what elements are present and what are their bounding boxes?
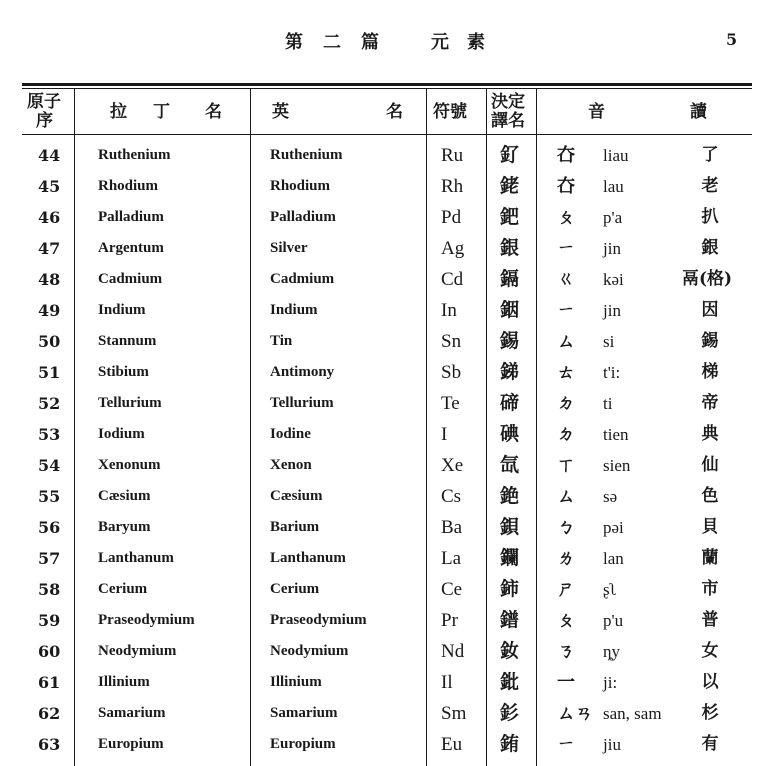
header-pronunciation <box>588 103 605 122</box>
table-top-rule <box>22 83 752 86</box>
atomic-number: 46 <box>38 208 61 227</box>
phonetic-glyph: ㄆ <box>557 610 575 631</box>
header-pronunciation <box>690 103 707 122</box>
chinese-name: 銪 <box>500 733 520 755</box>
reading-character: 帝 <box>701 393 719 413</box>
element-symbol: Ba <box>441 517 463 538</box>
table-row <box>0 543 765 574</box>
reading-character: 銀 <box>701 238 719 258</box>
reading-character: 市 <box>701 579 719 599</box>
atomic-number: 52 <box>38 394 61 413</box>
romanization: lan <box>603 549 624 568</box>
header-english <box>386 103 403 122</box>
element-symbol: Nd <box>441 641 465 662</box>
chinese-name: 氙 <box>500 454 520 476</box>
table-row <box>0 171 765 202</box>
header-bottom-rule <box>22 134 752 135</box>
reading-character: 典 <box>701 424 719 444</box>
reading-character: 貝 <box>701 517 719 537</box>
header-text: 拉 <box>110 102 127 122</box>
phonetic-glyph: ㄅ <box>557 517 575 538</box>
title-char: 素 <box>467 32 485 53</box>
table-row <box>0 667 765 698</box>
phonetic-glyph: ㄧ <box>557 238 575 259</box>
phonetic-glyph: ㄋ <box>557 641 575 662</box>
reading-character: 蘭 <box>701 548 719 568</box>
header-text: 原子 <box>27 92 61 112</box>
header-latin <box>205 103 222 122</box>
reading-character: 杉 <box>701 703 719 723</box>
latin-name: Europium <box>98 736 164 752</box>
romanization: tien <box>603 425 629 444</box>
romanization: kəi <box>603 270 624 289</box>
english-name: Lanthanum <box>270 550 346 566</box>
header-text: 音 <box>588 102 605 122</box>
english-name: Neodymium <box>270 643 349 659</box>
english-name: Samarium <box>270 705 338 721</box>
chinese-name: 銻 <box>500 361 520 383</box>
latin-name: Palladium <box>98 209 164 225</box>
romanization: san, sam <box>603 704 662 723</box>
table-row <box>0 605 765 636</box>
reading-character: 有 <box>701 734 719 754</box>
element-symbol: Ru <box>441 145 464 166</box>
romanization: p'a <box>603 208 623 227</box>
title-char: 二 <box>323 32 341 53</box>
section-title <box>285 28 515 54</box>
header-text: 丁 <box>153 102 170 122</box>
romanization: pəi <box>603 518 624 537</box>
atomic-number: 60 <box>38 642 61 661</box>
phonetic-glyph: ㄧ <box>557 734 575 755</box>
chinese-name: 碘 <box>500 423 520 445</box>
table-row <box>0 388 765 419</box>
element-symbol: Xe <box>441 455 464 476</box>
atomic-number: 47 <box>38 239 61 258</box>
romanization: ȵy <box>603 642 620 661</box>
latin-name: Baryum <box>98 519 151 535</box>
phonetic-glyph: ㄌ <box>557 548 575 569</box>
element-symbol: Il <box>441 672 453 693</box>
english-name: Barium <box>270 519 320 535</box>
phonetic-glyph: ㄕ <box>557 579 575 600</box>
atomic-number: 56 <box>38 518 61 537</box>
atomic-number: 50 <box>38 332 61 351</box>
latin-name: Neodymium <box>98 643 177 659</box>
element-symbol: Cd <box>441 269 464 290</box>
english-name: Illinium <box>270 674 322 690</box>
phonetic-glyph: ㄉ <box>557 424 575 445</box>
reading-character: 梯 <box>701 362 719 382</box>
chinese-name: 釹 <box>500 640 520 662</box>
chinese-name: 鎘 <box>500 268 520 290</box>
chinese-name: 銠 <box>500 175 520 197</box>
table-row <box>0 574 765 605</box>
latin-name: Argentum <box>98 240 164 256</box>
chinese-name: 鑭 <box>500 547 520 569</box>
element-symbol: Ce <box>441 579 463 600</box>
header-text: 名 <box>386 102 403 122</box>
latin-name: Rhodium <box>98 178 159 194</box>
reading-character: 錫 <box>701 331 719 351</box>
table-row <box>0 140 765 171</box>
table-row <box>0 636 765 667</box>
romanization: sien <box>603 456 631 475</box>
romanization: jin <box>603 239 621 258</box>
title-char: 第 <box>285 32 303 53</box>
romanization: t'i: <box>603 363 621 382</box>
table-row <box>0 450 765 481</box>
atomic-number: 53 <box>38 425 61 444</box>
english-name: Rhodium <box>270 178 331 194</box>
header-text: 讀 <box>690 102 707 122</box>
phonetic-glyph: ㄙ <box>557 486 575 507</box>
table-row <box>0 264 765 295</box>
atomic-number: 55 <box>38 487 61 506</box>
english-name: Cadmium <box>270 271 335 287</box>
english-name: Tellurium <box>270 395 334 411</box>
element-symbol: Sn <box>441 331 462 352</box>
atomic-number: 49 <box>38 301 61 320</box>
reading-character: 女 <box>701 641 719 661</box>
english-name: Ruthenium <box>270 147 343 163</box>
phonetic-glyph: 㚎 <box>557 145 575 166</box>
title-char: 元 <box>431 32 449 53</box>
element-symbol: La <box>441 548 462 569</box>
reading-character: 老 <box>701 176 719 196</box>
romanization: lau <box>603 177 624 196</box>
element-symbol: Cs <box>441 486 462 507</box>
chinese-name: 銫 <box>500 485 520 507</box>
header-text: 英 <box>272 102 289 122</box>
title-char: 篇 <box>361 32 379 53</box>
latin-name: Samarium <box>98 705 166 721</box>
reading-character: 鬲(格) <box>681 269 733 289</box>
chinese-name: 碲 <box>500 392 520 414</box>
table-top-rule-thin <box>22 88 752 89</box>
romanization: jin <box>603 301 621 320</box>
atomic-number: 59 <box>38 611 61 630</box>
chinese-name: 釤 <box>500 702 520 724</box>
reading-character: 色 <box>701 486 719 506</box>
chinese-name: 鈚 <box>500 671 520 693</box>
element-symbol: Rh <box>441 176 464 197</box>
atomic-number: 44 <box>38 146 61 165</box>
atomic-number: 57 <box>38 549 61 568</box>
reading-character: 因 <box>701 300 719 320</box>
table-row <box>0 202 765 233</box>
latin-name: Cadmium <box>98 271 163 287</box>
header-atomic-no <box>27 93 61 131</box>
table-row <box>0 419 765 450</box>
header-text: 譯名 <box>491 111 525 131</box>
table-row <box>0 326 765 357</box>
chinese-name: 錫 <box>500 330 520 352</box>
english-name: Cæsium <box>270 488 323 504</box>
romanization: ji: <box>603 673 618 692</box>
header-text: 序 <box>36 111 53 131</box>
phonetic-glyph: 㚎 <box>557 176 575 197</box>
reading-character: 仙 <box>701 455 719 475</box>
element-symbol: In <box>441 300 457 321</box>
romanization: si <box>603 332 615 351</box>
english-name: Antimony <box>270 364 335 380</box>
english-name: Palladium <box>270 209 336 225</box>
element-symbol: Eu <box>441 734 463 755</box>
reading-character: 以 <box>701 672 719 692</box>
latin-name: Stibium <box>98 364 149 380</box>
table-row <box>0 729 765 760</box>
phonetic-glyph: ㄆ <box>557 207 575 228</box>
reading-character: 普 <box>701 610 719 630</box>
phonetic-glyph: ㄍ <box>557 269 575 290</box>
chinese-name: 鈰 <box>500 578 520 600</box>
element-symbol: Pd <box>441 207 462 228</box>
latin-name: Lanthanum <box>98 550 174 566</box>
latin-name: Xenonum <box>98 457 161 473</box>
chinese-name: 鋇 <box>500 516 520 538</box>
english-name: Xenon <box>270 457 312 473</box>
table-row <box>0 698 765 729</box>
english-name: Iodine <box>270 426 311 442</box>
latin-name: Praseodymium <box>98 612 195 628</box>
table-row <box>0 357 765 388</box>
romanization: p'u <box>603 611 624 630</box>
atomic-number: 45 <box>38 177 61 196</box>
atomic-number: 51 <box>38 363 61 382</box>
english-name: Europium <box>270 736 336 752</box>
latin-name: Stannum <box>98 333 157 349</box>
header-text: 決定 <box>491 92 525 112</box>
chinese-name: 釕 <box>500 144 520 166</box>
header-symbol: 符號 <box>433 102 467 122</box>
romanization: sə <box>603 487 618 506</box>
chinese-name: 鈀 <box>500 206 520 228</box>
atomic-number: 61 <box>38 673 61 692</box>
phonetic-glyph: ㄧ <box>557 300 575 321</box>
phonetic-glyph: 一 <box>557 672 575 693</box>
element-symbol: I <box>441 424 448 445</box>
english-name: Indium <box>270 302 318 318</box>
english-name: Praseodymium <box>270 612 367 628</box>
latin-name: Cerium <box>98 581 148 597</box>
phonetic-glyph: ㄙㄢ <box>557 703 593 724</box>
latin-name: Tellurium <box>98 395 162 411</box>
romanization: ʂʅ <box>603 580 618 599</box>
english-name: Silver <box>270 240 308 256</box>
table-row <box>0 512 765 543</box>
header-standard-name <box>491 93 525 131</box>
latin-name: Iodium <box>98 426 145 442</box>
atomic-number: 54 <box>38 456 61 475</box>
atomic-number: 63 <box>38 735 61 754</box>
element-symbol: Pr <box>441 610 458 631</box>
element-symbol: Sm <box>441 703 467 724</box>
header-latin <box>110 103 127 122</box>
phonetic-glyph: ㄒ <box>557 455 575 476</box>
table-row <box>0 481 765 512</box>
latin-name: Illinium <box>98 674 150 690</box>
atomic-number: 58 <box>38 580 61 599</box>
reading-character: 了 <box>701 145 719 165</box>
phonetic-glyph: ㄉ <box>557 393 575 414</box>
phonetic-glyph: ㄊ <box>557 362 575 383</box>
header-english <box>272 103 289 122</box>
atomic-number: 62 <box>38 704 61 723</box>
element-symbol: Te <box>441 393 460 414</box>
header-latin <box>153 103 170 122</box>
atomic-number: 48 <box>38 270 61 289</box>
english-name: Tin <box>270 333 293 349</box>
header-text: 名 <box>205 102 222 122</box>
romanization: liau <box>603 146 629 165</box>
phonetic-glyph: ㄙ <box>557 331 575 352</box>
chinese-name: 鐠 <box>500 609 520 631</box>
table-row <box>0 295 765 326</box>
element-symbol: Ag <box>441 238 465 259</box>
romanization: ti <box>603 394 613 413</box>
page-number: 5 <box>726 30 738 49</box>
chinese-name: 銀 <box>500 237 520 259</box>
latin-name: Cæsium <box>98 488 151 504</box>
chinese-name: 銦 <box>500 299 520 321</box>
english-name: Cerium <box>270 581 320 597</box>
latin-name: Indium <box>98 302 146 318</box>
reading-character: 扒 <box>701 207 719 227</box>
element-symbol: Sb <box>441 362 462 383</box>
latin-name: Ruthenium <box>98 147 171 163</box>
table-row <box>0 233 765 264</box>
romanization: jiu <box>603 735 621 754</box>
